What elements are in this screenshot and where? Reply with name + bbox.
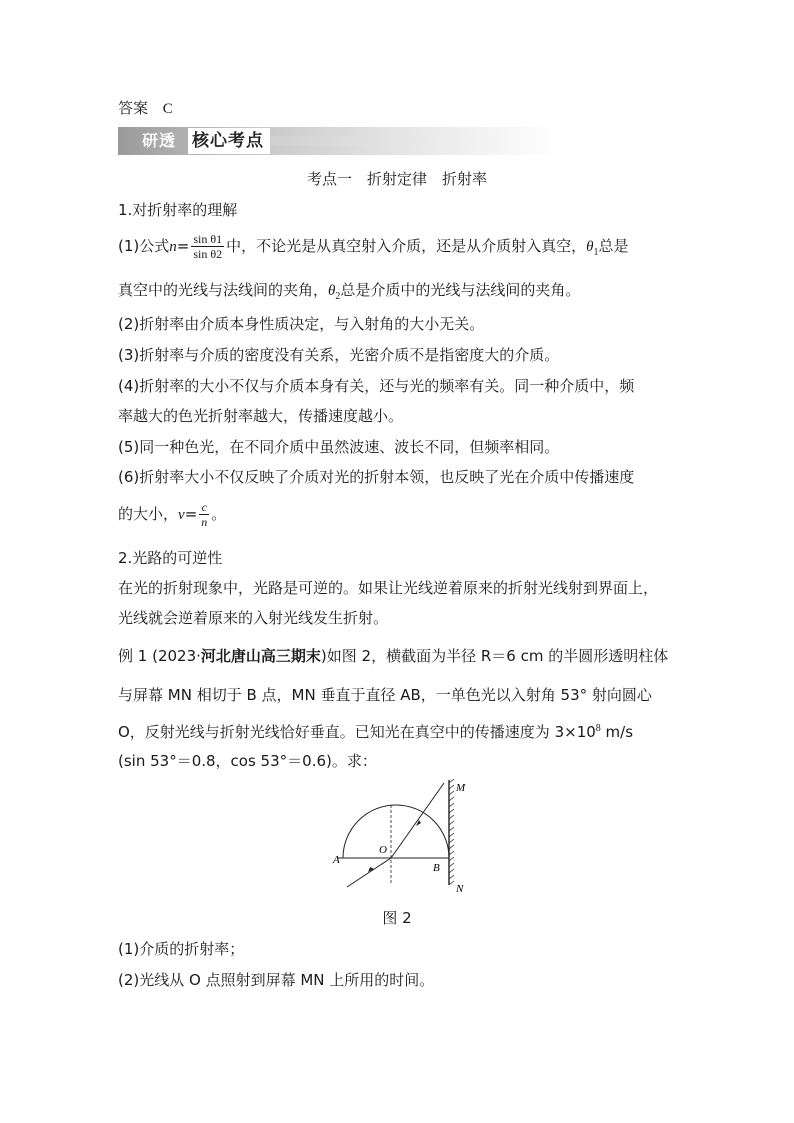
example-line-1 bbox=[118, 645, 668, 667]
example-line-4: (sin 53°＝0.8，cos 53°＝0.6)。求： bbox=[118, 752, 377, 770]
section-title: 考点一 折射定律 折射率 bbox=[306, 170, 487, 188]
item-6-end: 。 bbox=[211, 505, 227, 523]
screen-hatching bbox=[449, 779, 454, 885]
figure-2-diagram bbox=[325, 775, 475, 900]
fraction-denominator: sin θ2 bbox=[193, 247, 223, 261]
label-b: B bbox=[433, 862, 440, 874]
answer-label: 答案 bbox=[118, 99, 149, 117]
equals-sign: = bbox=[176, 237, 190, 255]
example-text-3a: O，反射光线与折射光线恰好垂直。已知光在真空中的传播速度为 3×10 bbox=[118, 723, 596, 741]
answer-line bbox=[118, 97, 173, 120]
fraction-numerator: sin θ1 bbox=[193, 232, 223, 246]
speed-numerator: c bbox=[199, 500, 209, 515]
banner-stripe bbox=[268, 136, 558, 146]
example-line-2: 与屏幕 MN 相切于 B 点，MN 垂直于直径 AB，一单色光以入射角 53° 射向圆心 bbox=[118, 686, 652, 704]
item-1-line-2 bbox=[118, 279, 580, 308]
exponent: 8 bbox=[595, 723, 601, 734]
item-4-line-2: 率越大的色光折射率越大，传播速度越小。 bbox=[118, 407, 404, 425]
example-label: 例 1 bbox=[118, 647, 148, 665]
figure-caption: 图 2 bbox=[382, 909, 412, 927]
item-3: (3)折射率与介质的密度没有关系，光密介质不是指密度大的介质。 bbox=[118, 346, 560, 364]
item-2: (2)折射率由介质本身性质决定，与入射角的大小无关。 bbox=[118, 315, 485, 333]
banner-right-text: 核心考点 bbox=[188, 128, 270, 154]
formula-fraction bbox=[191, 232, 224, 261]
symbol-n: n bbox=[169, 239, 177, 255]
subscript-2: 2 bbox=[335, 291, 341, 302]
label-o: O bbox=[379, 844, 387, 856]
item-1-line-1 bbox=[118, 228, 629, 271]
subscript-1: 1 bbox=[593, 247, 599, 258]
item-1-line-2-a: 真空中的光线与法线间的夹角， bbox=[118, 281, 329, 299]
item-1-prefix: (1)公式 bbox=[118, 237, 170, 255]
reversibility-line-2: 光线就会逆着原来的入射光线发生折射。 bbox=[118, 609, 389, 627]
item-4-line-1: (4)折射率的大小不仅与介质本身有关，还与光的频率有关。同一种介质中，频 bbox=[118, 377, 635, 395]
equals-sign-2: = bbox=[184, 505, 198, 523]
item-1-end: 总是 bbox=[598, 237, 629, 255]
semicircle bbox=[343, 805, 449, 858]
item-1-line-2-b: 总是介质中的光线与法线间的夹角。 bbox=[340, 281, 581, 299]
heading-reversibility: 2.光路的可逆性 bbox=[118, 549, 223, 567]
question-2: (2)光线从 O 点照射到屏幕 MN 上所用的时间。 bbox=[118, 971, 435, 989]
symbol-theta-1: θ bbox=[586, 239, 594, 255]
symbol-v: v bbox=[178, 507, 185, 523]
label-n: N bbox=[456, 883, 464, 895]
reversibility-line-1: 在光的折射现象中，光路是可逆的。如果让光线逆着原来的折射光线射到界面上， bbox=[118, 579, 659, 597]
answer-value: C bbox=[162, 101, 173, 117]
symbol-theta-2: θ bbox=[328, 283, 336, 299]
item-6-line-2 bbox=[118, 496, 226, 533]
refracted-ray bbox=[391, 783, 444, 858]
label-a: A bbox=[333, 854, 340, 866]
speed-denominator: n bbox=[201, 515, 208, 529]
item-6-line-1: (6)折射率大小不仅反映了介质对光的折射本领，也反映了光在介质中传播速度 bbox=[118, 468, 635, 486]
section-banner bbox=[118, 127, 558, 155]
banner-left-text: 研透 bbox=[142, 131, 177, 150]
incident-ray bbox=[347, 858, 391, 887]
example-source-open: (2023· bbox=[152, 647, 201, 665]
label-m: M bbox=[456, 782, 466, 794]
example-line-3 bbox=[118, 718, 633, 743]
item-1-middle: 中，不论光是从真空射入介质，还是从介质射入真空， bbox=[226, 237, 587, 255]
item-6-prefix: 的大小， bbox=[118, 505, 179, 523]
heading-refraction-index: 1.对折射率的理解 bbox=[118, 201, 238, 219]
question-1: (1)介质的折射率； bbox=[118, 940, 245, 958]
speed-fraction bbox=[199, 500, 209, 529]
example-text-3b: m/s bbox=[600, 723, 634, 741]
item-5: (5)同一种色光，在不同介质中虽然波速、波长不同，但频率相同。 bbox=[118, 438, 560, 456]
example-text-1: 如图 2，横截面为半径 R＝6 cm 的半圆形透明柱体 bbox=[326, 647, 669, 665]
example-source: 河北唐山高三期末 bbox=[200, 647, 321, 665]
example-source-close: ) bbox=[320, 647, 327, 665]
